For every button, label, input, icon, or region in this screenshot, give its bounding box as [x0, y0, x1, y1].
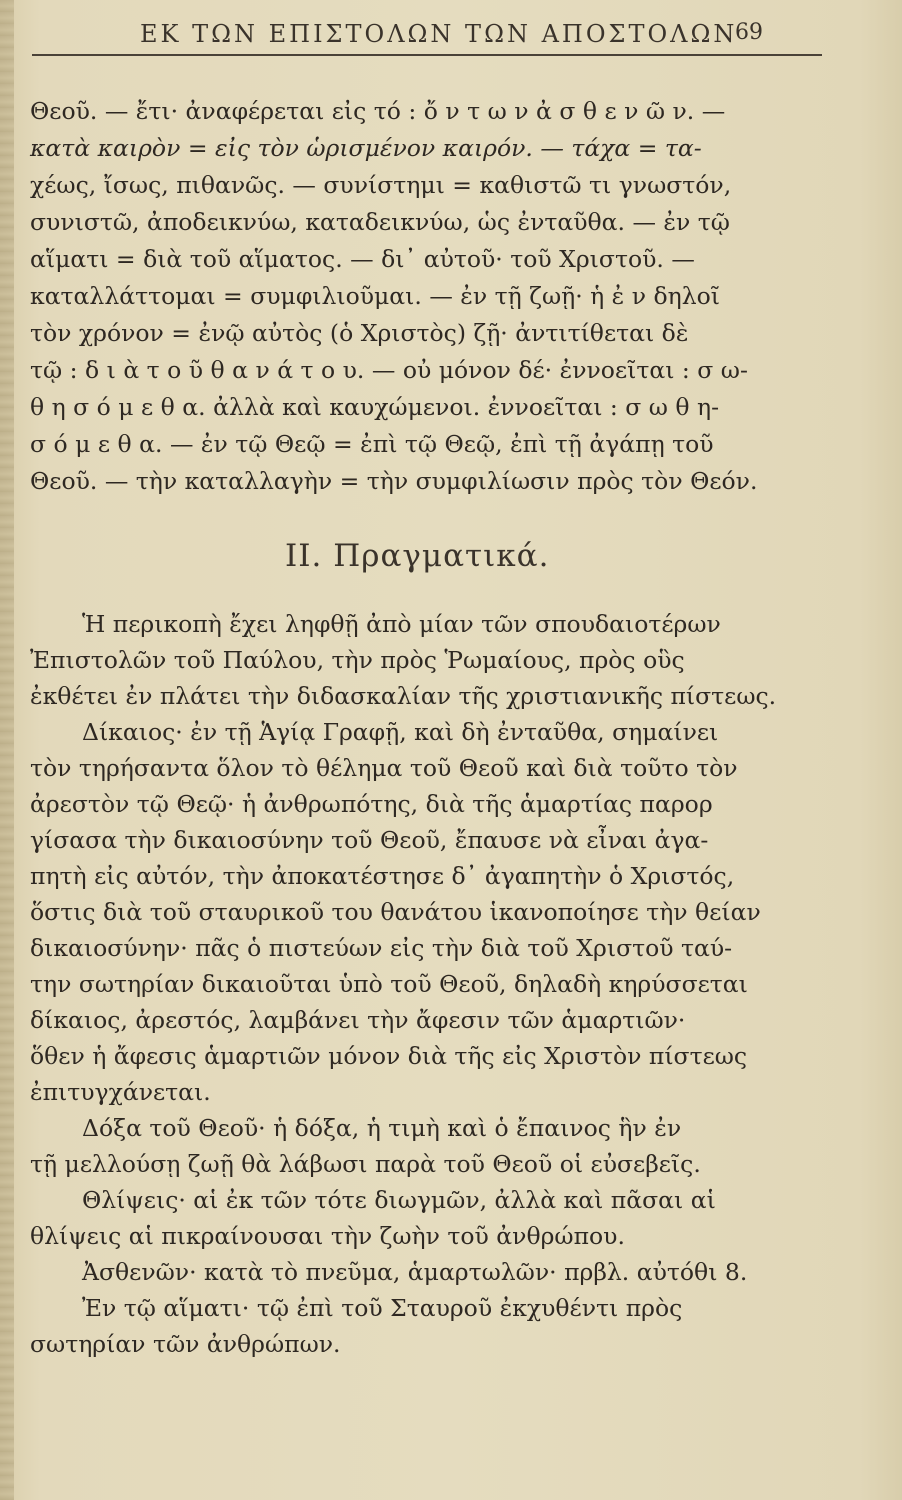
notes-line-1: Θεοῦ. — ἔτι· ἀναφέρεται εἰς τό : ὄ ν τ ω ν ἀ σ θ ε ν ῶ ν. — — [30, 97, 726, 125]
body-line-3: ἐκθέτει ἐν πλάτει τὴν διδασκαλίαν τῆς χριστιανικῆς πίστεως. — [30, 682, 777, 710]
body-line-21: σωτηρίαν τῶν ἀνθρώπων. — [30, 1330, 341, 1358]
notes-line-10: σ ό μ ε θ α. — ἐν τῷ Θεῷ = ἐπὶ τῷ Θεῷ, ἐπὶ τῇ ἀγάπῃ τοῦ — [30, 430, 714, 458]
body-line-2: Ἐπιστολῶν τοῦ Παύλου, τὴν πρὸς Ῥωμαίους, πρὸς οὓς — [30, 646, 685, 674]
body-line-17: Θλίψεις· αἱ ἐκ τῶν τότε διωγμῶν, ἀλλὰ καὶ πᾶσαι αἱ — [82, 1186, 716, 1214]
body-line-6: ἀρεστὸν τῷ Θεῷ· ἡ ἀνθρωπότης, διὰ τῆς ἁμαρτίας παρορ — [30, 790, 713, 818]
notes-line-2: κατὰ καιρὸν = εἰς τὸν ὡρισμένον καιρόν. — τάχα = τα- — [30, 134, 702, 162]
notes-line-3: χέως, ἴσως, πιθανῶς. — συνίστημι = καθιστῶ τι γνωστόν, — [30, 171, 732, 199]
body-line-20: Ἐν τῷ αἵματι· τῷ ἐπὶ τοῦ Σταυροῦ ἐκχυθέντι πρὸς — [82, 1294, 683, 1322]
body-line-8: πητὴ εἰς αὐτόν, τὴν ἀποκατέστησε δ᾽ ἀγαπητὴν ὁ Χριστός, — [30, 862, 735, 890]
running-head — [140, 18, 840, 54]
notes-line-11: Θεοῦ. — τὴν καταλλαγὴν = τὴν συμφιλίωσιν πρὸς τὸν Θεόν. — [30, 467, 758, 495]
notes-line-4: συνιστῶ, ἀποδεικνύω, καταδεικνύω, ὡς ἐνταῦθα. — ἐν τῷ — [30, 208, 730, 236]
body-line-5: τὸν τηρήσαντα ὅλον τὸ θέλημα τοῦ Θεοῦ καὶ διὰ τοῦτο τὸν — [30, 754, 738, 782]
body-line-1: Ἡ περικοπὴ ἔχει ληφθῇ ἀπὸ μίαν τῶν σπουδαιοτέρων — [82, 610, 721, 638]
body-line-19: Ἀσθενῶν· κατὰ τὸ πνεῦμα, ἁμαρτωλῶν· πρβλ. αὐτόθι 8. — [82, 1258, 748, 1286]
body-line-18: θλίψεις αἱ πικραίνουσαι τὴν ζωὴν τοῦ ἀνθρώπου. — [30, 1222, 625, 1250]
body-line-11: την σωτηρίαν δικαιοῦται ὑπὸ τοῦ Θεοῦ, δηλαδὴ κηρύσσεται — [30, 970, 748, 998]
binding-edge — [0, 0, 14, 1500]
body-line-4: Δίκαιος· ἐν τῇ Ἁγίᾳ Γραφῇ, καὶ δὴ ἐνταῦθα, σημαίνει — [82, 718, 719, 746]
notes-line-9: θ η σ ό μ ε θ α. ἀλλὰ καὶ καυχώμενοι. ἐννοεῖται : σ ω θ η- — [30, 393, 720, 421]
notes-line-8: τῷ : δ ι ὰ τ ο ῦ θ α ν ά τ ο υ. — οὐ μόνον δέ· ἐννοεῖται : σ ω- — [30, 356, 748, 384]
body-line-15: Δόξα τοῦ Θεοῦ· ἡ δόξα, ἡ τιμὴ καὶ ὁ ἔπαινος ἣν ἐν — [82, 1114, 682, 1142]
body-line-10: δικαιοσύνην· πᾶς ὁ πιστεύων εἰς τὴν διὰ τοῦ Χριστοῦ ταύ- — [30, 934, 733, 962]
body-line-13: ὅθεν ἡ ἄφεσις ἁμαρτιῶν μόνον διὰ τῆς εἰς Χριστὸν πίστεως — [30, 1042, 748, 1070]
header-rule — [32, 54, 822, 56]
body-line-7: γίσασα τὴν δικαιοσύνην τοῦ Θεοῦ, ἔπαυσε νὰ εἶναι ἀγα- — [30, 826, 709, 854]
notes-line-6: καταλλάττομαι = συμφιλιοῦμαι. — ἐν τῇ ζωῇ· ἡ ἐ ν δηλοῖ — [30, 282, 721, 310]
body-line-16: τῇ μελλούσῃ ζωῇ θὰ λάβωσι παρὰ τοῦ Θεοῦ οἱ εὐσεβεῖς. — [30, 1150, 701, 1178]
page-number: 69 — [735, 20, 763, 45]
body-line-12: δίκαιος, ἀρεστός, λαμβάνει τὴν ἄφεσιν τῶν ἁμαρτιῶν· — [30, 1006, 686, 1034]
body-line-9: ὅστις διὰ τοῦ σταυρικοῦ του θανάτου ἱκανοποίησε τὴν θείαν — [30, 898, 761, 926]
running-title: ΕΚ ΤΩΝ ΕΠΙΣΤΟΛΩΝ ΤΩΝ ΑΠΟΣΤΟΛΩΝ — [140, 20, 738, 48]
notes-line-5: αἵματι = διὰ τοῦ αἵματος. — δι᾽ αὐτοῦ· τοῦ Χριστοῦ. — — [30, 245, 695, 273]
body-line-14: ἐπιτυγχάνεται. — [30, 1078, 211, 1106]
notes-line-7: τὸν χρόνον = ἐνῷ αὐτὸς (ὁ Χριστὸς) ζῇ· ἀντιτίθεται δὲ — [30, 319, 689, 347]
section-title: ΙΙ. Πραγματικά. — [285, 538, 550, 574]
